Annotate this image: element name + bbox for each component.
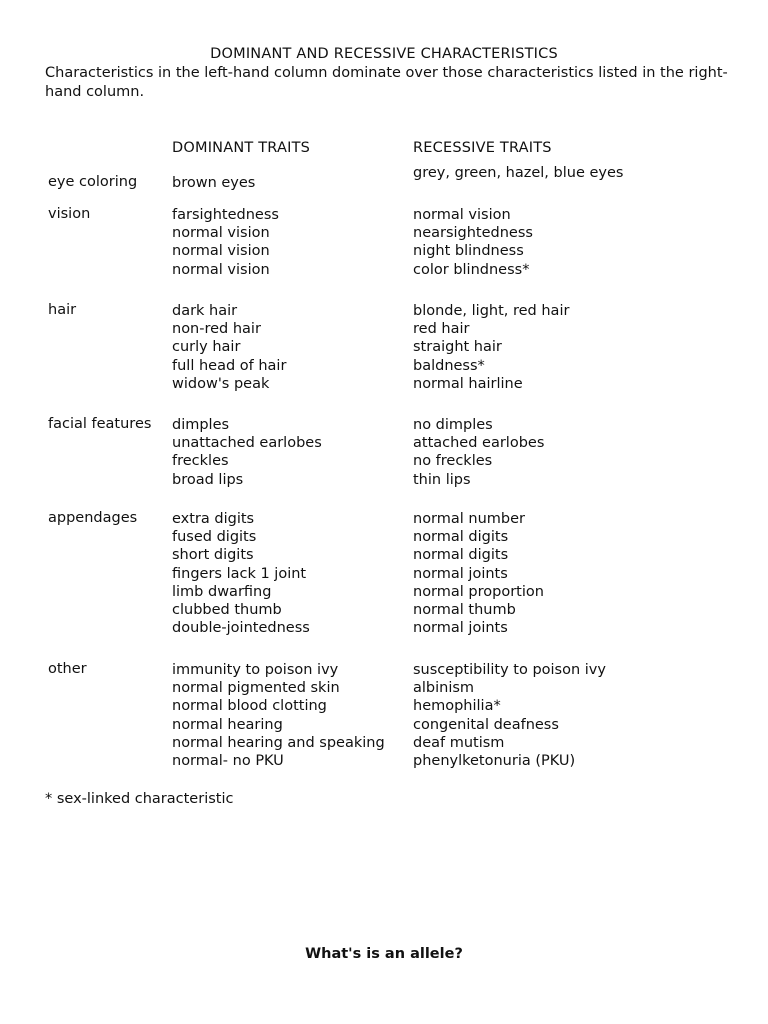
recessive-trait: grey, green, hazel, blue eyes bbox=[413, 165, 624, 181]
trait-category: hair bbox=[48, 302, 77, 318]
dominant-trait: normal hearing and speaking bbox=[172, 734, 385, 751]
intro-paragraph: Characteristics in the left-hand column dominate over those characteristics listed in the right-hand column. bbox=[45, 65, 728, 100]
recessive-trait-list bbox=[413, 661, 606, 770]
recessive-trait: straight hair bbox=[413, 339, 502, 356]
recessive-trait: color blindness* bbox=[413, 261, 530, 278]
dominant-trait: limb dwarfing bbox=[172, 583, 272, 600]
dominant-trait-list bbox=[172, 661, 385, 770]
recessive-trait: thin lips bbox=[413, 471, 471, 488]
recessive-trait: night blindness bbox=[413, 243, 524, 260]
dominant-trait: extra digits bbox=[172, 511, 255, 527]
recessive-trait-list bbox=[413, 302, 569, 393]
dominant-trait: brown eyes bbox=[172, 175, 256, 191]
dominant-trait: widow's peak bbox=[172, 375, 270, 392]
recessive-trait-list bbox=[413, 206, 533, 279]
footnote: * sex-linked characteristic bbox=[45, 791, 234, 807]
dominant-trait: normal vision bbox=[172, 261, 270, 278]
dominant-trait: immunity to poison ivy bbox=[172, 662, 339, 678]
dominant-trait: full head of hair bbox=[172, 357, 287, 374]
dominant-trait: fused digits bbox=[172, 529, 257, 546]
recessive-trait-list bbox=[413, 510, 544, 637]
recessive-trait: red hair bbox=[413, 321, 470, 338]
dominant-trait-list bbox=[172, 510, 310, 637]
dominant-trait: non-red hair bbox=[172, 321, 261, 338]
recessive-trait: normal digits bbox=[413, 547, 509, 564]
dominant-trait-list bbox=[172, 416, 322, 489]
dominant-trait: freckles bbox=[172, 453, 229, 470]
dominant-trait-list bbox=[172, 206, 279, 279]
recessive-trait: albinism bbox=[413, 680, 475, 697]
dominant-trait: double-jointedness bbox=[172, 620, 310, 637]
recessive-trait: normal hairline bbox=[413, 375, 523, 392]
recessive-trait: deaf mutism bbox=[413, 734, 505, 751]
recessive-trait: attached earlobes bbox=[413, 435, 545, 452]
recessive-trait: susceptibility to poison ivy bbox=[413, 662, 606, 678]
recessive-trait: phenylketonuria (PKU) bbox=[413, 753, 576, 770]
dominant-traits-header: DOMINANT TRAITS bbox=[172, 140, 311, 156]
page-title: DOMINANT AND RECESSIVE CHARACTERISTICS bbox=[210, 46, 558, 62]
dominant-trait: fingers lack 1 joint bbox=[172, 565, 307, 582]
recessive-trait: no dimples bbox=[413, 417, 493, 433]
recessive-trait: normal proportion bbox=[413, 583, 544, 600]
recessive-trait: normal number bbox=[413, 511, 526, 527]
recessive-trait: nearsightedness bbox=[413, 225, 533, 242]
recessive-trait: normal joints bbox=[413, 565, 508, 582]
recessive-trait-list bbox=[413, 164, 623, 182]
recessive-trait: normal thumb bbox=[413, 602, 516, 619]
dominant-trait: short digits bbox=[172, 547, 254, 564]
dominant-trait: dark hair bbox=[172, 303, 238, 319]
dominant-trait: farsightedness bbox=[172, 207, 279, 223]
dominant-trait: dimples bbox=[172, 417, 230, 433]
recessive-trait: congenital deafness bbox=[413, 716, 559, 733]
dominant-trait: clubbed thumb bbox=[172, 602, 282, 619]
recessive-trait: hemophilia* bbox=[413, 698, 501, 715]
dominant-trait: normal blood clotting bbox=[172, 698, 327, 715]
question-heading: What's is an allele? bbox=[305, 946, 463, 962]
dominant-trait-list bbox=[172, 302, 286, 393]
recessive-trait: no freckles bbox=[413, 453, 493, 470]
dominant-trait: broad lips bbox=[172, 471, 244, 488]
recessive-trait: normal joints bbox=[413, 620, 508, 637]
trait-category: vision bbox=[48, 206, 91, 222]
dominant-trait: curly hair bbox=[172, 339, 241, 356]
trait-category: appendages bbox=[48, 510, 138, 526]
trait-category: facial features bbox=[48, 416, 152, 432]
recessive-traits-header: RECESSIVE TRAITS bbox=[413, 140, 552, 156]
trait-category: eye coloring bbox=[48, 174, 138, 190]
recessive-trait: baldness* bbox=[413, 357, 485, 374]
trait-category: other bbox=[48, 661, 87, 677]
dominant-trait: normal vision bbox=[172, 225, 270, 242]
recessive-trait: blonde, light, red hair bbox=[413, 303, 570, 319]
recessive-trait: normal digits bbox=[413, 529, 509, 546]
dominant-trait: normal vision bbox=[172, 243, 270, 260]
dominant-trait: normal hearing bbox=[172, 716, 283, 733]
dominant-trait: normal- no PKU bbox=[172, 753, 284, 770]
dominant-trait: unattached earlobes bbox=[172, 435, 322, 452]
dominant-trait-list bbox=[172, 174, 255, 192]
recessive-trait-list bbox=[413, 416, 544, 489]
dominant-trait: normal pigmented skin bbox=[172, 680, 340, 697]
recessive-trait: normal vision bbox=[413, 207, 511, 223]
